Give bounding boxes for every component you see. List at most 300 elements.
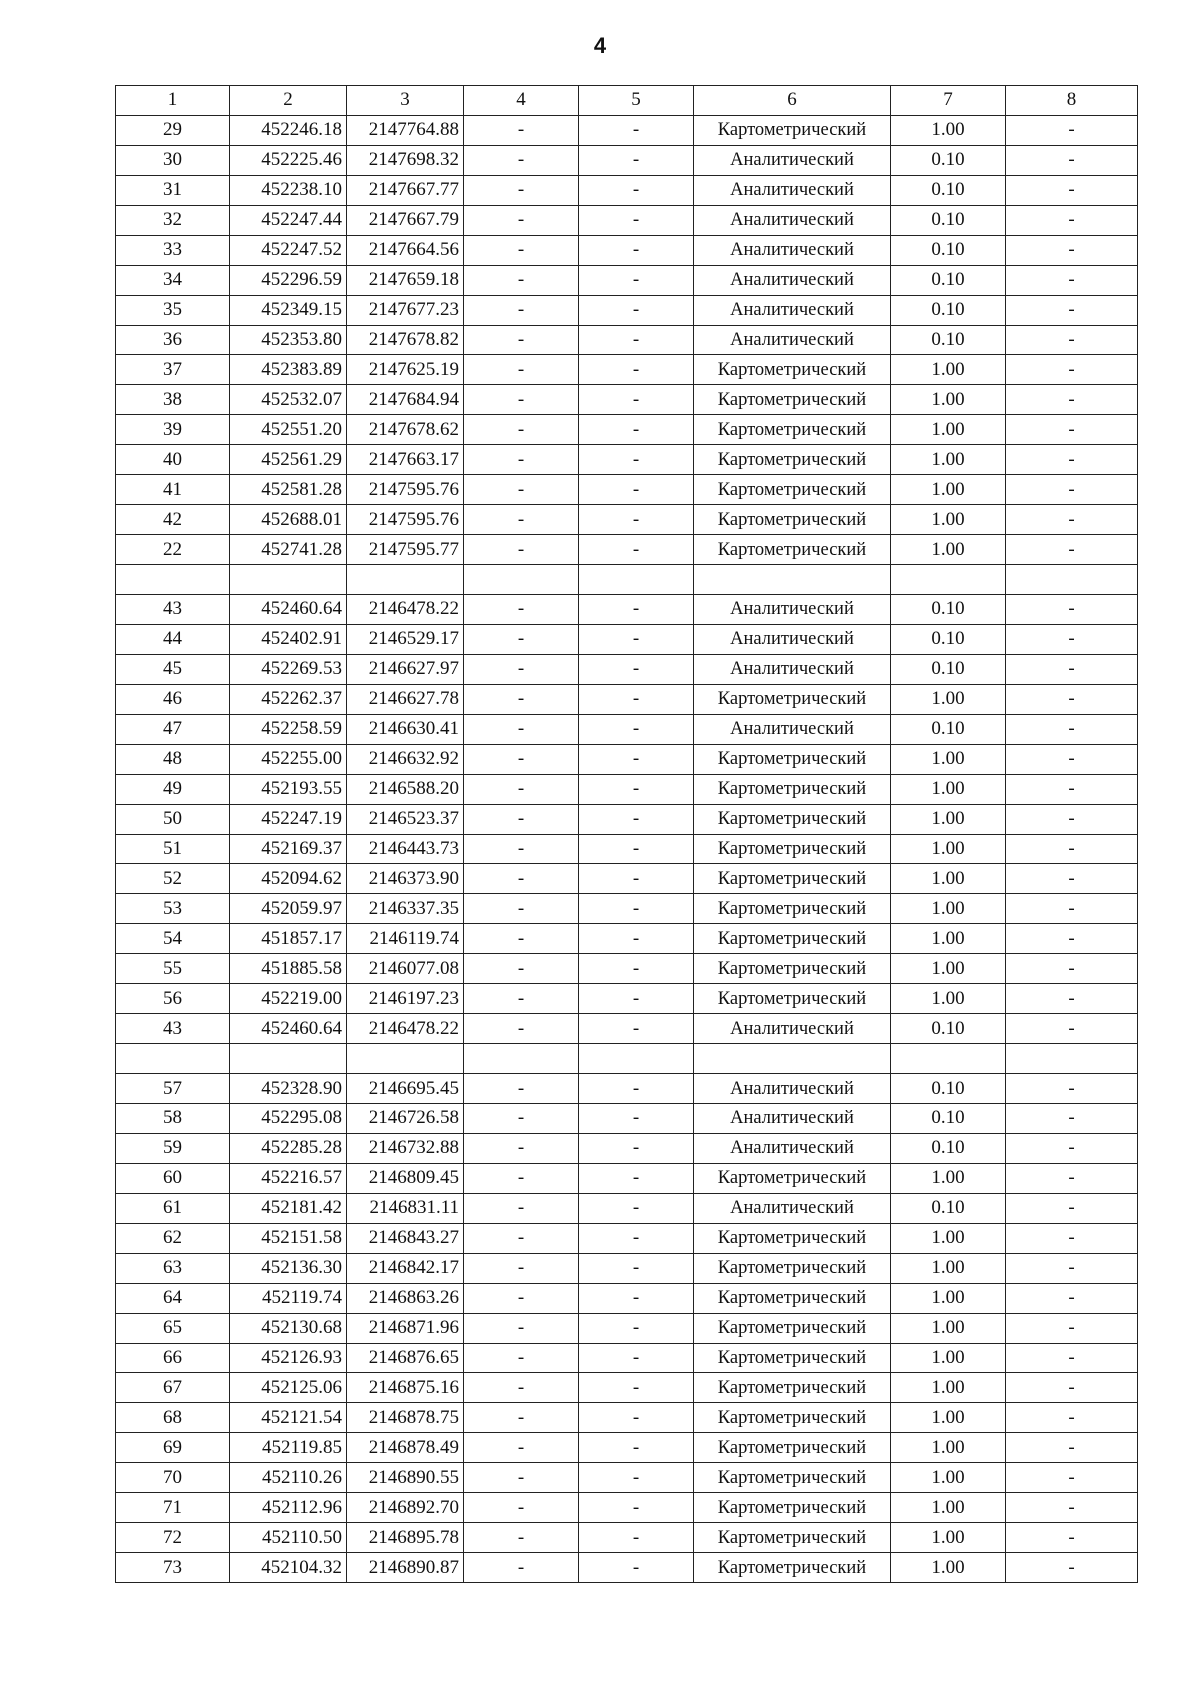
table-cell-col-1: 46 bbox=[116, 684, 230, 714]
table-cell-col-5: - bbox=[579, 1163, 694, 1193]
table-cell-col-4: - bbox=[464, 385, 579, 415]
table-cell-col-8: - bbox=[1006, 1104, 1138, 1134]
table-row bbox=[116, 1403, 1138, 1433]
table-row bbox=[116, 1253, 1138, 1283]
table-cell-col-8: - bbox=[1006, 1313, 1138, 1343]
table-row bbox=[116, 1104, 1138, 1134]
table-cell-col-8: - bbox=[1006, 355, 1138, 385]
table-cell-col-8: - bbox=[1006, 205, 1138, 235]
table-cell-col-1: 44 bbox=[116, 624, 230, 654]
table-row bbox=[116, 1343, 1138, 1373]
table-cell-col-7: 1.00 bbox=[891, 894, 1006, 924]
table-cell-col-2: 452460.64 bbox=[230, 1014, 347, 1044]
table-cell-col-8: - bbox=[1006, 1163, 1138, 1193]
table-cell-col-2: 452169.37 bbox=[230, 834, 347, 864]
table-cell-col-4: - bbox=[464, 505, 579, 535]
table-cell-col-1: 62 bbox=[116, 1223, 230, 1253]
table-cell-col-1: 48 bbox=[116, 744, 230, 774]
table-cell-col-3: 2146529.17 bbox=[347, 624, 464, 654]
table-cell-col-4: - bbox=[464, 1313, 579, 1343]
table-cell-col-7: 0.10 bbox=[891, 1133, 1006, 1163]
table-cell-col-2: 452119.85 bbox=[230, 1433, 347, 1463]
table-row bbox=[116, 834, 1138, 864]
table-cell-col-1: 39 bbox=[116, 415, 230, 445]
table-cell-col-2: 452126.93 bbox=[230, 1343, 347, 1373]
table-row bbox=[116, 115, 1138, 145]
table-cell-col-6 bbox=[694, 1044, 891, 1074]
table-cell-col-6: Аналитический bbox=[694, 1133, 891, 1163]
table-cell-col-5: - bbox=[579, 684, 694, 714]
table-row bbox=[116, 1493, 1138, 1523]
table-cell-col-6: Аналитический bbox=[694, 1104, 891, 1134]
table-cell-col-7: 1.00 bbox=[891, 415, 1006, 445]
table-cell-col-6: Картометрический bbox=[694, 1283, 891, 1313]
table-cell-col-1: 68 bbox=[116, 1403, 230, 1433]
table-cell-col-5: - bbox=[579, 804, 694, 834]
table-cell-col-6: Картометрический bbox=[694, 1403, 891, 1433]
table-cell-col-1: 65 bbox=[116, 1313, 230, 1343]
table-cell-col-1: 41 bbox=[116, 475, 230, 505]
table-cell-col-6: Картометрический bbox=[694, 1433, 891, 1463]
table-cell-col-3: 2147677.23 bbox=[347, 295, 464, 325]
table-cell-col-2: 452125.06 bbox=[230, 1373, 347, 1403]
table-cell-col-7: 1.00 bbox=[891, 834, 1006, 864]
table-header bbox=[116, 86, 1138, 116]
table-row bbox=[116, 265, 1138, 295]
table-cell-col-3: 2147698.32 bbox=[347, 145, 464, 175]
table-row bbox=[116, 355, 1138, 385]
table-row bbox=[116, 505, 1138, 535]
table-row bbox=[116, 1523, 1138, 1553]
table-cell-col-5: - bbox=[579, 415, 694, 445]
table-cell-col-2: 452460.64 bbox=[230, 595, 347, 625]
table-cell-col-3: 2146337.35 bbox=[347, 894, 464, 924]
table-cell-col-8: - bbox=[1006, 295, 1138, 325]
table-cell-col-8: - bbox=[1006, 774, 1138, 804]
table-row bbox=[116, 624, 1138, 654]
table-cell-col-1: 43 bbox=[116, 595, 230, 625]
table-cell-col-8: - bbox=[1006, 415, 1138, 445]
table-cell-col-6: Аналитический bbox=[694, 1014, 891, 1044]
table-cell-col-4: - bbox=[464, 744, 579, 774]
table-cell-col-3: 2146732.88 bbox=[347, 1133, 464, 1163]
table-cell-col-1: 67 bbox=[116, 1373, 230, 1403]
table-cell-col-6: Картометрический bbox=[694, 1343, 891, 1373]
table-cell-col-4: - bbox=[464, 1523, 579, 1553]
table-row bbox=[116, 1553, 1138, 1583]
table-cell-col-2: 452551.20 bbox=[230, 415, 347, 445]
table-cell-col-6: Картометрический bbox=[694, 744, 891, 774]
table-cell-col-7: 1.00 bbox=[891, 984, 1006, 1014]
table-cell-col-6: Картометрический bbox=[694, 684, 891, 714]
table-cell-col-8: - bbox=[1006, 984, 1138, 1014]
table-cell-col-1: 42 bbox=[116, 505, 230, 535]
table-cell-col-8: - bbox=[1006, 1283, 1138, 1313]
table-cell-col-8: - bbox=[1006, 654, 1138, 684]
table-cell-col-4: - bbox=[464, 624, 579, 654]
table-cell-col-1: 55 bbox=[116, 954, 230, 984]
table-cell-col-4: - bbox=[464, 115, 579, 145]
table-cell-col-1: 34 bbox=[116, 265, 230, 295]
table-cell-col-2: 452247.19 bbox=[230, 804, 347, 834]
table-cell-col-4: - bbox=[464, 1223, 579, 1253]
table-cell-col-7: 1.00 bbox=[891, 954, 1006, 984]
table-cell-col-1: 53 bbox=[116, 894, 230, 924]
table-cell-col-4: - bbox=[464, 1403, 579, 1433]
table-cell-col-8: - bbox=[1006, 145, 1138, 175]
table-cell-col-7: 1.00 bbox=[891, 355, 1006, 385]
table-cell-col-2: 452104.32 bbox=[230, 1553, 347, 1583]
table-cell-col-8: - bbox=[1006, 1373, 1138, 1403]
table-cell-col-5: - bbox=[579, 1014, 694, 1044]
table-cell-col-2: 452225.46 bbox=[230, 145, 347, 175]
table-cell-col-3: 2147667.79 bbox=[347, 205, 464, 235]
column-header-1: 1 bbox=[116, 86, 230, 116]
table-cell-col-7: 1.00 bbox=[891, 1223, 1006, 1253]
table-cell-col-6: Аналитический bbox=[694, 205, 891, 235]
table-cell-col-2: 452269.53 bbox=[230, 654, 347, 684]
table-cell-col-8: - bbox=[1006, 505, 1138, 535]
table-cell-col-2: 452193.55 bbox=[230, 774, 347, 804]
table-cell-col-5: - bbox=[579, 774, 694, 804]
table-cell-col-3: 2146892.70 bbox=[347, 1493, 464, 1523]
table-row bbox=[116, 1074, 1138, 1104]
table-cell-col-8: - bbox=[1006, 325, 1138, 355]
table-cell-col-5: - bbox=[579, 265, 694, 295]
table-cell-col-5: - bbox=[579, 1253, 694, 1283]
table-cell-col-3: 2146478.22 bbox=[347, 1014, 464, 1044]
table-cell-col-8: - bbox=[1006, 684, 1138, 714]
table-cell-col-7: 0.10 bbox=[891, 1014, 1006, 1044]
table-cell-col-4: - bbox=[464, 295, 579, 325]
table-cell-col-1: 50 bbox=[116, 804, 230, 834]
table-cell-col-3: 2147659.18 bbox=[347, 265, 464, 295]
table-cell-col-7: 0.10 bbox=[891, 624, 1006, 654]
table-cell-col-5: - bbox=[579, 1403, 694, 1433]
table-cell-col-2: 452285.28 bbox=[230, 1133, 347, 1163]
table-cell-col-5: - bbox=[579, 1313, 694, 1343]
table-cell-col-6: Картометрический bbox=[694, 475, 891, 505]
table-cell-col-3: 2146695.45 bbox=[347, 1074, 464, 1104]
table-cell-col-8: - bbox=[1006, 834, 1138, 864]
table-cell-col-6 bbox=[694, 565, 891, 595]
table-cell-col-7: 1.00 bbox=[891, 804, 1006, 834]
table-row bbox=[116, 894, 1138, 924]
table-cell-col-6: Картометрический bbox=[694, 894, 891, 924]
table-cell-col-5: - bbox=[579, 1343, 694, 1373]
column-header-3: 3 bbox=[347, 86, 464, 116]
table-cell-col-3: 2147764.88 bbox=[347, 115, 464, 145]
table-cell-col-3: 2146630.41 bbox=[347, 714, 464, 744]
table-cell-col-3: 2146726.58 bbox=[347, 1104, 464, 1134]
table-cell-col-4: - bbox=[464, 1104, 579, 1134]
table-cell-col-6: Картометрический bbox=[694, 1163, 891, 1193]
table-cell-col-8: - bbox=[1006, 535, 1138, 565]
table-row bbox=[116, 954, 1138, 984]
table-cell-col-2 bbox=[230, 565, 347, 595]
table-cell-col-3: 2146895.78 bbox=[347, 1523, 464, 1553]
table-row bbox=[116, 804, 1138, 834]
table-cell-col-1: 69 bbox=[116, 1433, 230, 1463]
table-cell-col-3: 2146119.74 bbox=[347, 924, 464, 954]
table-cell-col-2: 452561.29 bbox=[230, 445, 347, 475]
column-header-5: 5 bbox=[579, 86, 694, 116]
table-cell-col-8: - bbox=[1006, 624, 1138, 654]
table-cell-col-5: - bbox=[579, 1523, 694, 1553]
table-cell-col-3: 2146588.20 bbox=[347, 774, 464, 804]
table-cell-col-3: 2146871.96 bbox=[347, 1313, 464, 1343]
table-cell-col-6: Аналитический bbox=[694, 654, 891, 684]
table-cell-col-6: Картометрический bbox=[694, 1523, 891, 1553]
table-row bbox=[116, 1163, 1138, 1193]
table-cell-col-1: 36 bbox=[116, 325, 230, 355]
table-cell-col-4: - bbox=[464, 445, 579, 475]
table-cell-col-1: 30 bbox=[116, 145, 230, 175]
table-cell-col-5: - bbox=[579, 924, 694, 954]
table-cell-col-1: 66 bbox=[116, 1343, 230, 1373]
table-cell-col-5: - bbox=[579, 1074, 694, 1104]
table-separator-row bbox=[116, 565, 1138, 595]
table-cell-col-6: Аналитический bbox=[694, 624, 891, 654]
table-cell-col-8: - bbox=[1006, 714, 1138, 744]
table-row bbox=[116, 1433, 1138, 1463]
table-cell-col-4: - bbox=[464, 1493, 579, 1523]
table-cell-col-1: 52 bbox=[116, 864, 230, 894]
table-cell-col-2: 452110.50 bbox=[230, 1523, 347, 1553]
table-cell-col-2: 451885.58 bbox=[230, 954, 347, 984]
table-row bbox=[116, 714, 1138, 744]
table-cell-col-5: - bbox=[579, 475, 694, 505]
table-cell-col-4: - bbox=[464, 1373, 579, 1403]
table-cell-col-5: - bbox=[579, 385, 694, 415]
table-cell-col-6: Картометрический bbox=[694, 115, 891, 145]
table-cell-col-1: 38 bbox=[116, 385, 230, 415]
table-cell-col-1: 47 bbox=[116, 714, 230, 744]
table-cell-col-7: 1.00 bbox=[891, 1283, 1006, 1313]
table-row bbox=[116, 1193, 1138, 1223]
table-cell-col-2: 452295.08 bbox=[230, 1104, 347, 1134]
table-cell-col-5: - bbox=[579, 1283, 694, 1313]
table-cell-col-2: 452130.68 bbox=[230, 1313, 347, 1343]
table-cell-col-3 bbox=[347, 1044, 464, 1074]
table-cell-col-3: 2146878.49 bbox=[347, 1433, 464, 1463]
table-cell-col-6: Картометрический bbox=[694, 804, 891, 834]
table-cell-col-2: 452532.07 bbox=[230, 385, 347, 415]
table-cell-col-6: Аналитический bbox=[694, 145, 891, 175]
table-cell-col-4: - bbox=[464, 684, 579, 714]
table-cell-col-3: 2147595.76 bbox=[347, 475, 464, 505]
table-cell-col-4: - bbox=[464, 1193, 579, 1223]
table-row bbox=[116, 475, 1138, 505]
table-cell-col-7: 1.00 bbox=[891, 1163, 1006, 1193]
table-row bbox=[116, 744, 1138, 774]
table-cell-col-5: - bbox=[579, 1133, 694, 1163]
table-cell-col-6: Картометрический bbox=[694, 834, 891, 864]
table-cell-col-1: 22 bbox=[116, 535, 230, 565]
table-cell-col-2: 451857.17 bbox=[230, 924, 347, 954]
table-cell-col-8: - bbox=[1006, 265, 1138, 295]
table-cell-col-1: 29 bbox=[116, 115, 230, 145]
table-cell-col-2: 452383.89 bbox=[230, 355, 347, 385]
table-cell-col-8: - bbox=[1006, 1343, 1138, 1373]
table-cell-col-1: 54 bbox=[116, 924, 230, 954]
table-cell-col-4: - bbox=[464, 804, 579, 834]
table-cell-col-7: 1.00 bbox=[891, 385, 1006, 415]
column-header-2: 2 bbox=[230, 86, 347, 116]
column-header-6: 6 bbox=[694, 86, 891, 116]
table-cell-col-1: 32 bbox=[116, 205, 230, 235]
table-cell-col-5: - bbox=[579, 535, 694, 565]
table-cell-col-6: Картометрический bbox=[694, 535, 891, 565]
table-cell-col-2: 452059.97 bbox=[230, 894, 347, 924]
table-cell-col-2: 452349.15 bbox=[230, 295, 347, 325]
table-cell-col-3: 2146875.16 bbox=[347, 1373, 464, 1403]
table-cell-col-6: Картометрический bbox=[694, 415, 891, 445]
table-cell-col-2: 452094.62 bbox=[230, 864, 347, 894]
table-cell-col-6: Картометрический bbox=[694, 355, 891, 385]
table-cell-col-4 bbox=[464, 1044, 579, 1074]
table-cell-col-5: - bbox=[579, 984, 694, 1014]
table-cell-col-3: 2147664.56 bbox=[347, 235, 464, 265]
table-cell-col-5: - bbox=[579, 295, 694, 325]
table-cell-col-1: 61 bbox=[116, 1193, 230, 1223]
table-cell-col-3: 2146373.90 bbox=[347, 864, 464, 894]
table-cell-col-8: - bbox=[1006, 1223, 1138, 1253]
table-cell-col-7: 0.10 bbox=[891, 1193, 1006, 1223]
table-cell-col-5: - bbox=[579, 1193, 694, 1223]
table-cell-col-5: - bbox=[579, 894, 694, 924]
table-cell-col-3: 2147595.76 bbox=[347, 505, 464, 535]
column-header-4: 4 bbox=[464, 86, 579, 116]
table-cell-col-7: 1.00 bbox=[891, 1433, 1006, 1463]
table-cell-col-5: - bbox=[579, 864, 694, 894]
table-cell-col-1: 63 bbox=[116, 1253, 230, 1283]
table-cell-col-5 bbox=[579, 1044, 694, 1074]
table-cell-col-1: 57 bbox=[116, 1074, 230, 1104]
table-cell-col-4: - bbox=[464, 235, 579, 265]
table-cell-col-5: - bbox=[579, 1433, 694, 1463]
table-cell-col-3: 2147595.77 bbox=[347, 535, 464, 565]
table-cell-col-7: 1.00 bbox=[891, 1313, 1006, 1343]
table-row bbox=[116, 325, 1138, 355]
table-cell-col-8: - bbox=[1006, 235, 1138, 265]
table-cell-col-6: Аналитический bbox=[694, 1193, 891, 1223]
table-cell-col-6: Аналитический bbox=[694, 595, 891, 625]
table-cell-col-1: 56 bbox=[116, 984, 230, 1014]
table-cell-col-6: Аналитический bbox=[694, 265, 891, 295]
table-cell-col-2: 452328.90 bbox=[230, 1074, 347, 1104]
table-row bbox=[116, 1313, 1138, 1343]
table-cell-col-6: Картометрический bbox=[694, 1223, 891, 1253]
table-cell-col-1: 60 bbox=[116, 1163, 230, 1193]
table-cell-col-8: - bbox=[1006, 804, 1138, 834]
table-cell-col-1: 73 bbox=[116, 1553, 230, 1583]
table-cell-col-3: 2147684.94 bbox=[347, 385, 464, 415]
table-cell-col-6: Картометрический bbox=[694, 1253, 891, 1283]
table-cell-col-3: 2146627.97 bbox=[347, 654, 464, 684]
table-row bbox=[116, 924, 1138, 954]
table-cell-col-2: 452112.96 bbox=[230, 1493, 347, 1523]
table-cell-col-5: - bbox=[579, 175, 694, 205]
table-cell-col-4: - bbox=[464, 1014, 579, 1044]
table-cell-col-5 bbox=[579, 565, 694, 595]
table-cell-col-5: - bbox=[579, 744, 694, 774]
table-cell-col-8: - bbox=[1006, 595, 1138, 625]
table-cell-col-1: 40 bbox=[116, 445, 230, 475]
table-cell-col-8: - bbox=[1006, 1253, 1138, 1283]
table-cell-col-8 bbox=[1006, 1044, 1138, 1074]
table-cell-col-6: Картометрический bbox=[694, 1553, 891, 1583]
table-cell-col-4 bbox=[464, 565, 579, 595]
table-row bbox=[116, 1223, 1138, 1253]
table-cell-col-5: - bbox=[579, 445, 694, 475]
table-cell-col-1: 33 bbox=[116, 235, 230, 265]
table-cell-col-8: - bbox=[1006, 894, 1138, 924]
table-cell-col-8: - bbox=[1006, 445, 1138, 475]
table-cell-col-2: 452258.59 bbox=[230, 714, 347, 744]
table-row bbox=[116, 295, 1138, 325]
table-cell-col-6: Картометрический bbox=[694, 1373, 891, 1403]
table-body bbox=[116, 115, 1138, 1582]
table-cell-col-6: Аналитический bbox=[694, 714, 891, 744]
table-cell-col-2: 452255.00 bbox=[230, 744, 347, 774]
table-cell-col-4: - bbox=[464, 864, 579, 894]
table-cell-col-2: 452296.59 bbox=[230, 265, 347, 295]
table-cell-col-7: 0.10 bbox=[891, 205, 1006, 235]
table-cell-col-5: - bbox=[579, 145, 694, 175]
table-cell-col-1: 59 bbox=[116, 1133, 230, 1163]
table-cell-col-2: 452246.18 bbox=[230, 115, 347, 145]
table-cell-col-4: - bbox=[464, 1463, 579, 1493]
table-cell-col-2: 452247.44 bbox=[230, 205, 347, 235]
table-cell-col-7 bbox=[891, 1044, 1006, 1074]
table-cell-col-2: 452219.00 bbox=[230, 984, 347, 1014]
table-cell-col-6: Картометрический bbox=[694, 505, 891, 535]
table-cell-col-3: 2146890.55 bbox=[347, 1463, 464, 1493]
table-cell-col-1: 43 bbox=[116, 1014, 230, 1044]
table-cell-col-5: - bbox=[579, 1553, 694, 1583]
table-cell-col-3: 2146831.11 bbox=[347, 1193, 464, 1223]
table-cell-col-8: - bbox=[1006, 1463, 1138, 1493]
table-cell-col-6: Картометрический bbox=[694, 864, 891, 894]
table-cell-col-4: - bbox=[464, 265, 579, 295]
table-cell-col-8: - bbox=[1006, 475, 1138, 505]
table-cell-col-6: Картометрический bbox=[694, 445, 891, 475]
table-cell-col-7: 1.00 bbox=[891, 1253, 1006, 1283]
table-cell-col-8: - bbox=[1006, 1133, 1138, 1163]
table-cell-col-7: 1.00 bbox=[891, 1493, 1006, 1523]
table-cell-col-1 bbox=[116, 1044, 230, 1074]
table-row bbox=[116, 535, 1138, 565]
table-cell-col-5: - bbox=[579, 355, 694, 385]
table-cell-col-8: - bbox=[1006, 924, 1138, 954]
table-cell-col-5: - bbox=[579, 714, 694, 744]
table-row bbox=[116, 984, 1138, 1014]
table-cell-col-4: - bbox=[464, 535, 579, 565]
table-cell-col-6: Картометрический bbox=[694, 924, 891, 954]
table-cell-col-3: 2146523.37 bbox=[347, 804, 464, 834]
table-cell-col-2: 452581.28 bbox=[230, 475, 347, 505]
table-cell-col-7: 1.00 bbox=[891, 744, 1006, 774]
table-cell-col-6: Картометрический bbox=[694, 385, 891, 415]
table-cell-col-8: - bbox=[1006, 1403, 1138, 1433]
table-cell-col-3: 2146478.22 bbox=[347, 595, 464, 625]
table-cell-col-5: - bbox=[579, 1223, 694, 1253]
table-cell-col-7: 1.00 bbox=[891, 1463, 1006, 1493]
table-cell-col-4: - bbox=[464, 1283, 579, 1313]
table-cell-col-4: - bbox=[464, 1553, 579, 1583]
table-cell-col-5: - bbox=[579, 1104, 694, 1134]
